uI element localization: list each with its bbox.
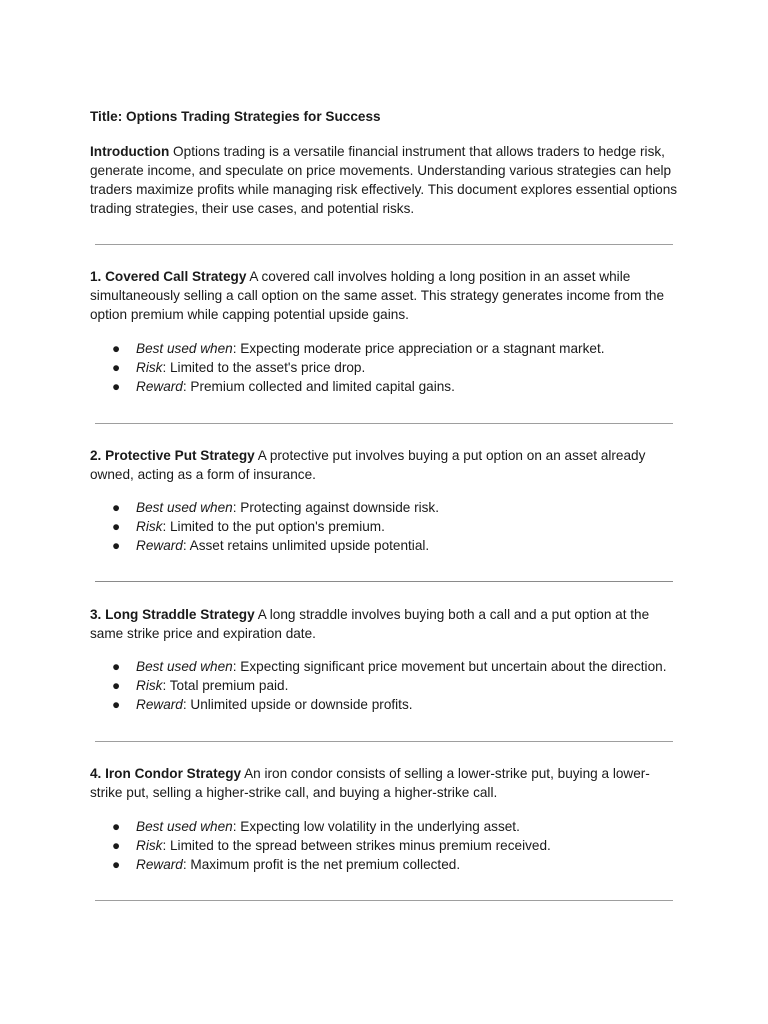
bullet-icon: ● (112, 697, 121, 712)
divider (95, 244, 673, 245)
bullet-label: Reward (136, 857, 183, 872)
list-item (90, 695, 690, 714)
section-heading: 1. Covered Call Strategy (90, 269, 247, 284)
bullet-list (90, 817, 680, 874)
section-heading: 2. Protective Put Strategy (90, 448, 255, 463)
bullet-text: : Expecting moderate price appreciation or a stagnant market. (232, 341, 605, 356)
list-item (90, 836, 680, 855)
bullet-text: : Limited to the asset's price drop. (162, 360, 366, 375)
bullet-text: : Limited to the put option's premium. (162, 519, 385, 534)
section-paragraph (90, 764, 680, 802)
document-title: Title: Options Trading Strategies for Success (90, 109, 381, 124)
bullet-icon: ● (112, 659, 121, 674)
bullet-icon: ● (112, 500, 121, 515)
divider (95, 423, 673, 424)
bullet-label: Risk (136, 519, 163, 534)
bullet-text: : Premium collected and limited capital gains. (182, 379, 455, 394)
divider (95, 900, 673, 901)
section-text: A long straddle involves buying both a call and a put option at the same strike price and expiration date. (90, 607, 650, 641)
bullet-icon: ● (112, 838, 121, 853)
bullet-label: Risk (136, 360, 163, 375)
list-item (90, 498, 680, 517)
section-text: An iron condor consists of selling a lower-strike put, buying a lower-strike put, selling a higher-strike call, and buying a higher-strike call. (90, 766, 650, 800)
bullet-text: : Expecting significant price movement but uncertain about the direction. (232, 659, 667, 674)
bullet-icon: ● (112, 857, 121, 872)
section-paragraph (90, 267, 680, 324)
bullet-label: Best used when (136, 341, 233, 356)
bullet-label: Reward (136, 538, 183, 553)
bullet-text: : Limited to the spread between strikes minus premium received. (162, 838, 551, 853)
bullet-label: Risk (136, 678, 163, 693)
list-item (90, 817, 680, 836)
bullet-icon: ● (112, 360, 121, 375)
bullet-icon: ● (112, 678, 121, 693)
bullet-label: Best used when (136, 659, 233, 674)
bullet-text: : Maximum profit is the net premium collected. (182, 857, 461, 872)
section-text: A covered call involves holding a long position in an asset while simultaneously selling a call option on the same asset. This strategy generates income from the option premium while capping potential upside gains. (90, 269, 665, 322)
bullet-icon: ● (112, 379, 121, 394)
section-paragraph (90, 446, 680, 484)
bullet-icon: ● (112, 538, 121, 553)
list-item (90, 855, 680, 874)
bullet-label: Risk (136, 838, 163, 853)
bullet-label: Reward (136, 379, 183, 394)
bullet-list (90, 498, 680, 555)
list-item (90, 676, 690, 695)
bullet-text: : Expecting low volatility in the underlying asset. (232, 819, 520, 834)
list-item (90, 358, 680, 377)
bullet-icon: ● (112, 819, 121, 834)
divider (95, 581, 673, 582)
intro-paragraph (90, 142, 680, 218)
bullet-text: : Total premium paid. (162, 678, 289, 693)
list-item (90, 339, 680, 358)
section-paragraph (90, 605, 680, 643)
bullet-icon: ● (112, 519, 121, 534)
bullet-label: Reward (136, 697, 183, 712)
bullet-text: : Protecting against downside risk. (232, 500, 440, 515)
section-heading: 4. Iron Condor Strategy (90, 766, 242, 781)
list-item (90, 657, 690, 676)
section-text: A protective put involves buying a put option on an asset already owned, acting as a form of insurance. (90, 448, 646, 482)
bullet-label: Best used when (136, 819, 233, 834)
bullet-list (90, 657, 690, 714)
list-item (90, 517, 680, 536)
section-heading: 3. Long Straddle Strategy (90, 607, 255, 622)
bullet-label: Best used when (136, 500, 233, 515)
bullet-text: : Asset retains unlimited upside potential. (182, 538, 430, 553)
list-item (90, 377, 680, 396)
bullet-list (90, 339, 680, 396)
intro-heading: Introduction (90, 144, 170, 159)
list-item (90, 536, 680, 555)
bullet-text: : Unlimited upside or downside profits. (182, 697, 413, 712)
intro-text: Options trading is a versatile financial instrument that allows traders to hedge risk, generate income, and speculate on price movements. Understanding various strategies can help traders maximize profits while managing risk effectively. This document explores essential options trading strategies, their use cases, and potential risks. (90, 144, 678, 216)
bullet-icon: ● (112, 341, 121, 356)
divider (95, 741, 673, 742)
